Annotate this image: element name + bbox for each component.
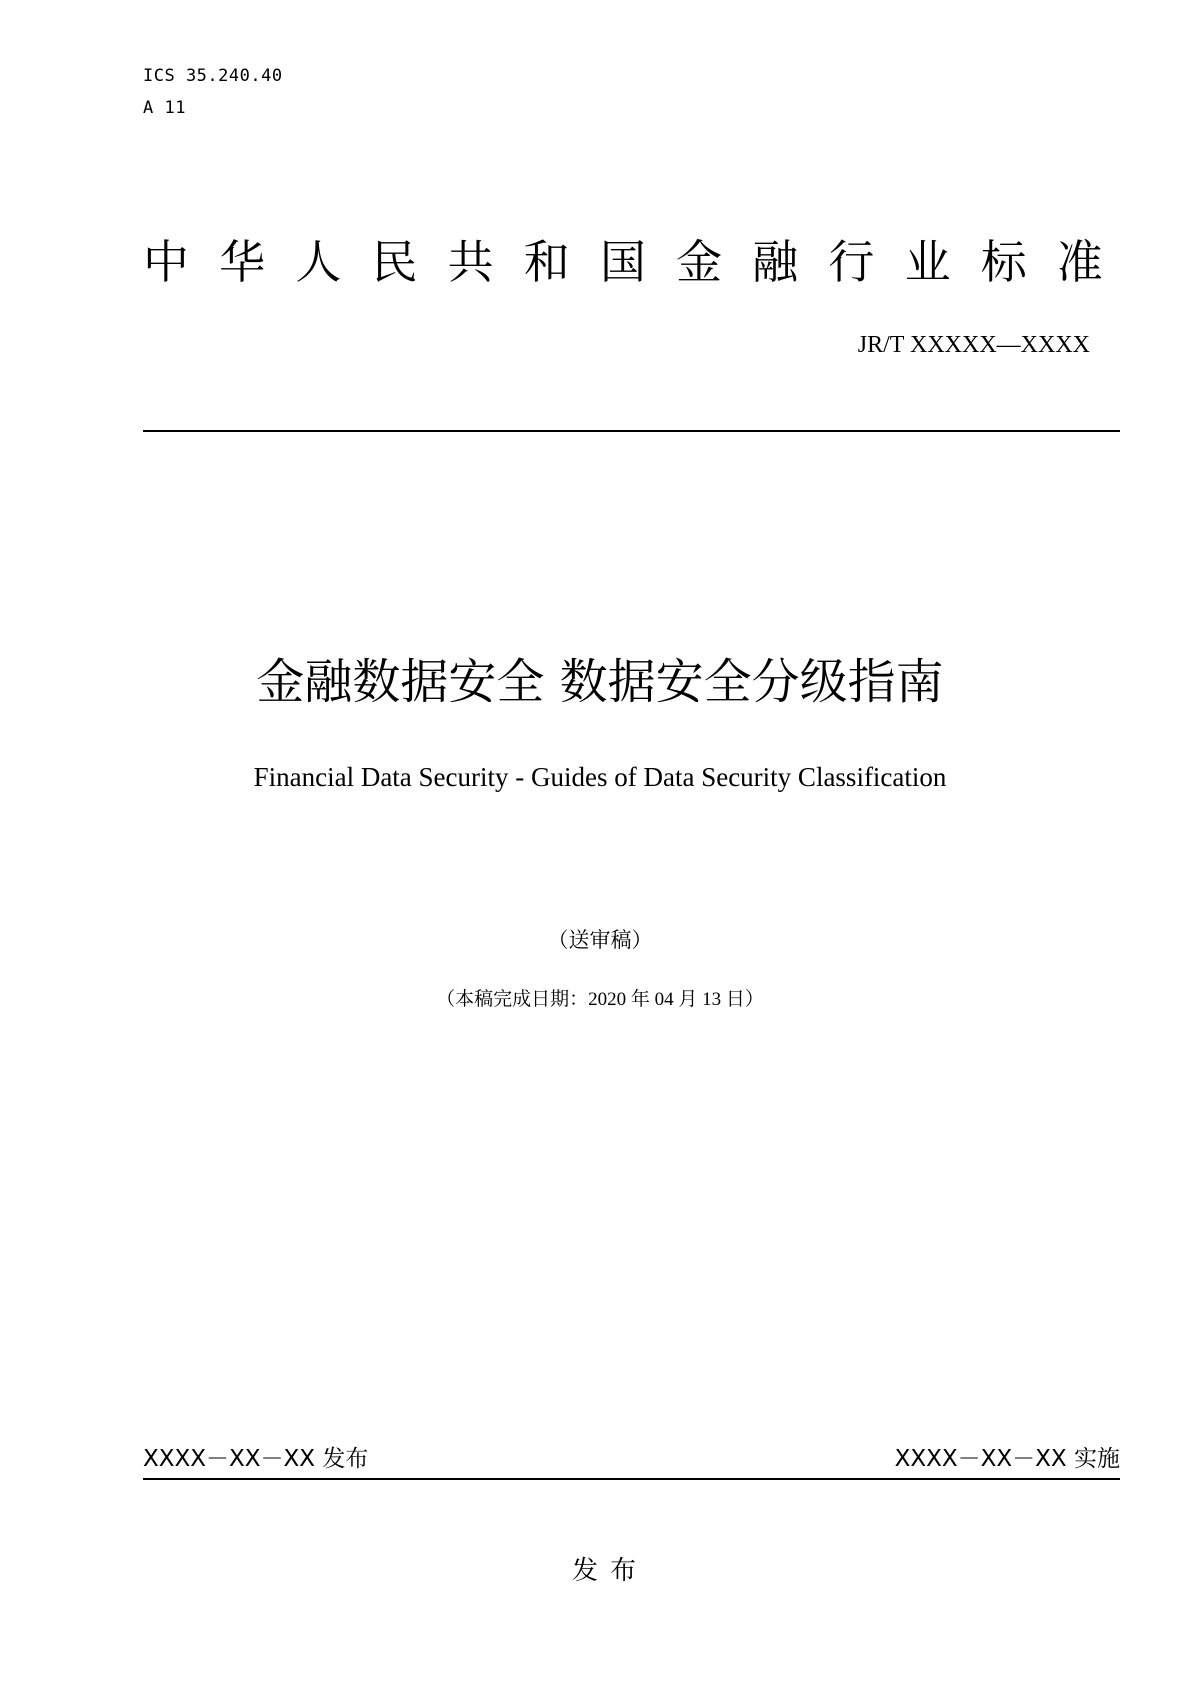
banner-char: 和: [523, 235, 570, 289]
standard-number: JR/T XXXXX—XXXX: [857, 332, 1090, 358]
banner-char: 行: [828, 235, 875, 289]
classification-codes: [143, 60, 283, 124]
publisher-label: 发布: [571, 1556, 648, 1586]
banner-char: 中: [143, 235, 189, 289]
banner-char: 人: [295, 235, 342, 289]
banner-char: 准: [1056, 235, 1103, 289]
banner-char: 民: [371, 235, 418, 289]
standard-type-banner: [143, 232, 1103, 292]
banner-char: 金: [676, 235, 723, 289]
release-date: XXXX－XX－XX 发布: [143, 1446, 369, 1472]
draft-status: （送审稿）: [547, 928, 653, 952]
header-divider: [143, 430, 1120, 432]
banner-char: 共: [447, 235, 494, 289]
banner-char: 融: [752, 235, 799, 289]
completion-date-note: （本稿完成日期：2020 年 04 月 13 日）: [436, 989, 764, 1010]
ics-code: ICS 35.240.40: [143, 66, 283, 86]
banner-char: 国: [599, 235, 646, 289]
footer-divider: [143, 1478, 1120, 1480]
banner-char: 标: [980, 235, 1027, 289]
banner-char: 业: [904, 235, 951, 289]
document-title-chinese: 金融数据安全 数据安全分级指南: [256, 654, 944, 710]
document-title-english: Financial Data Security - Guides of Data Security Classification: [253, 762, 947, 792]
ccs-code: A 11: [143, 98, 186, 118]
banner-char: 华: [219, 235, 266, 289]
implementation-date: XXXX－XX－XX 实施: [894, 1446, 1120, 1472]
